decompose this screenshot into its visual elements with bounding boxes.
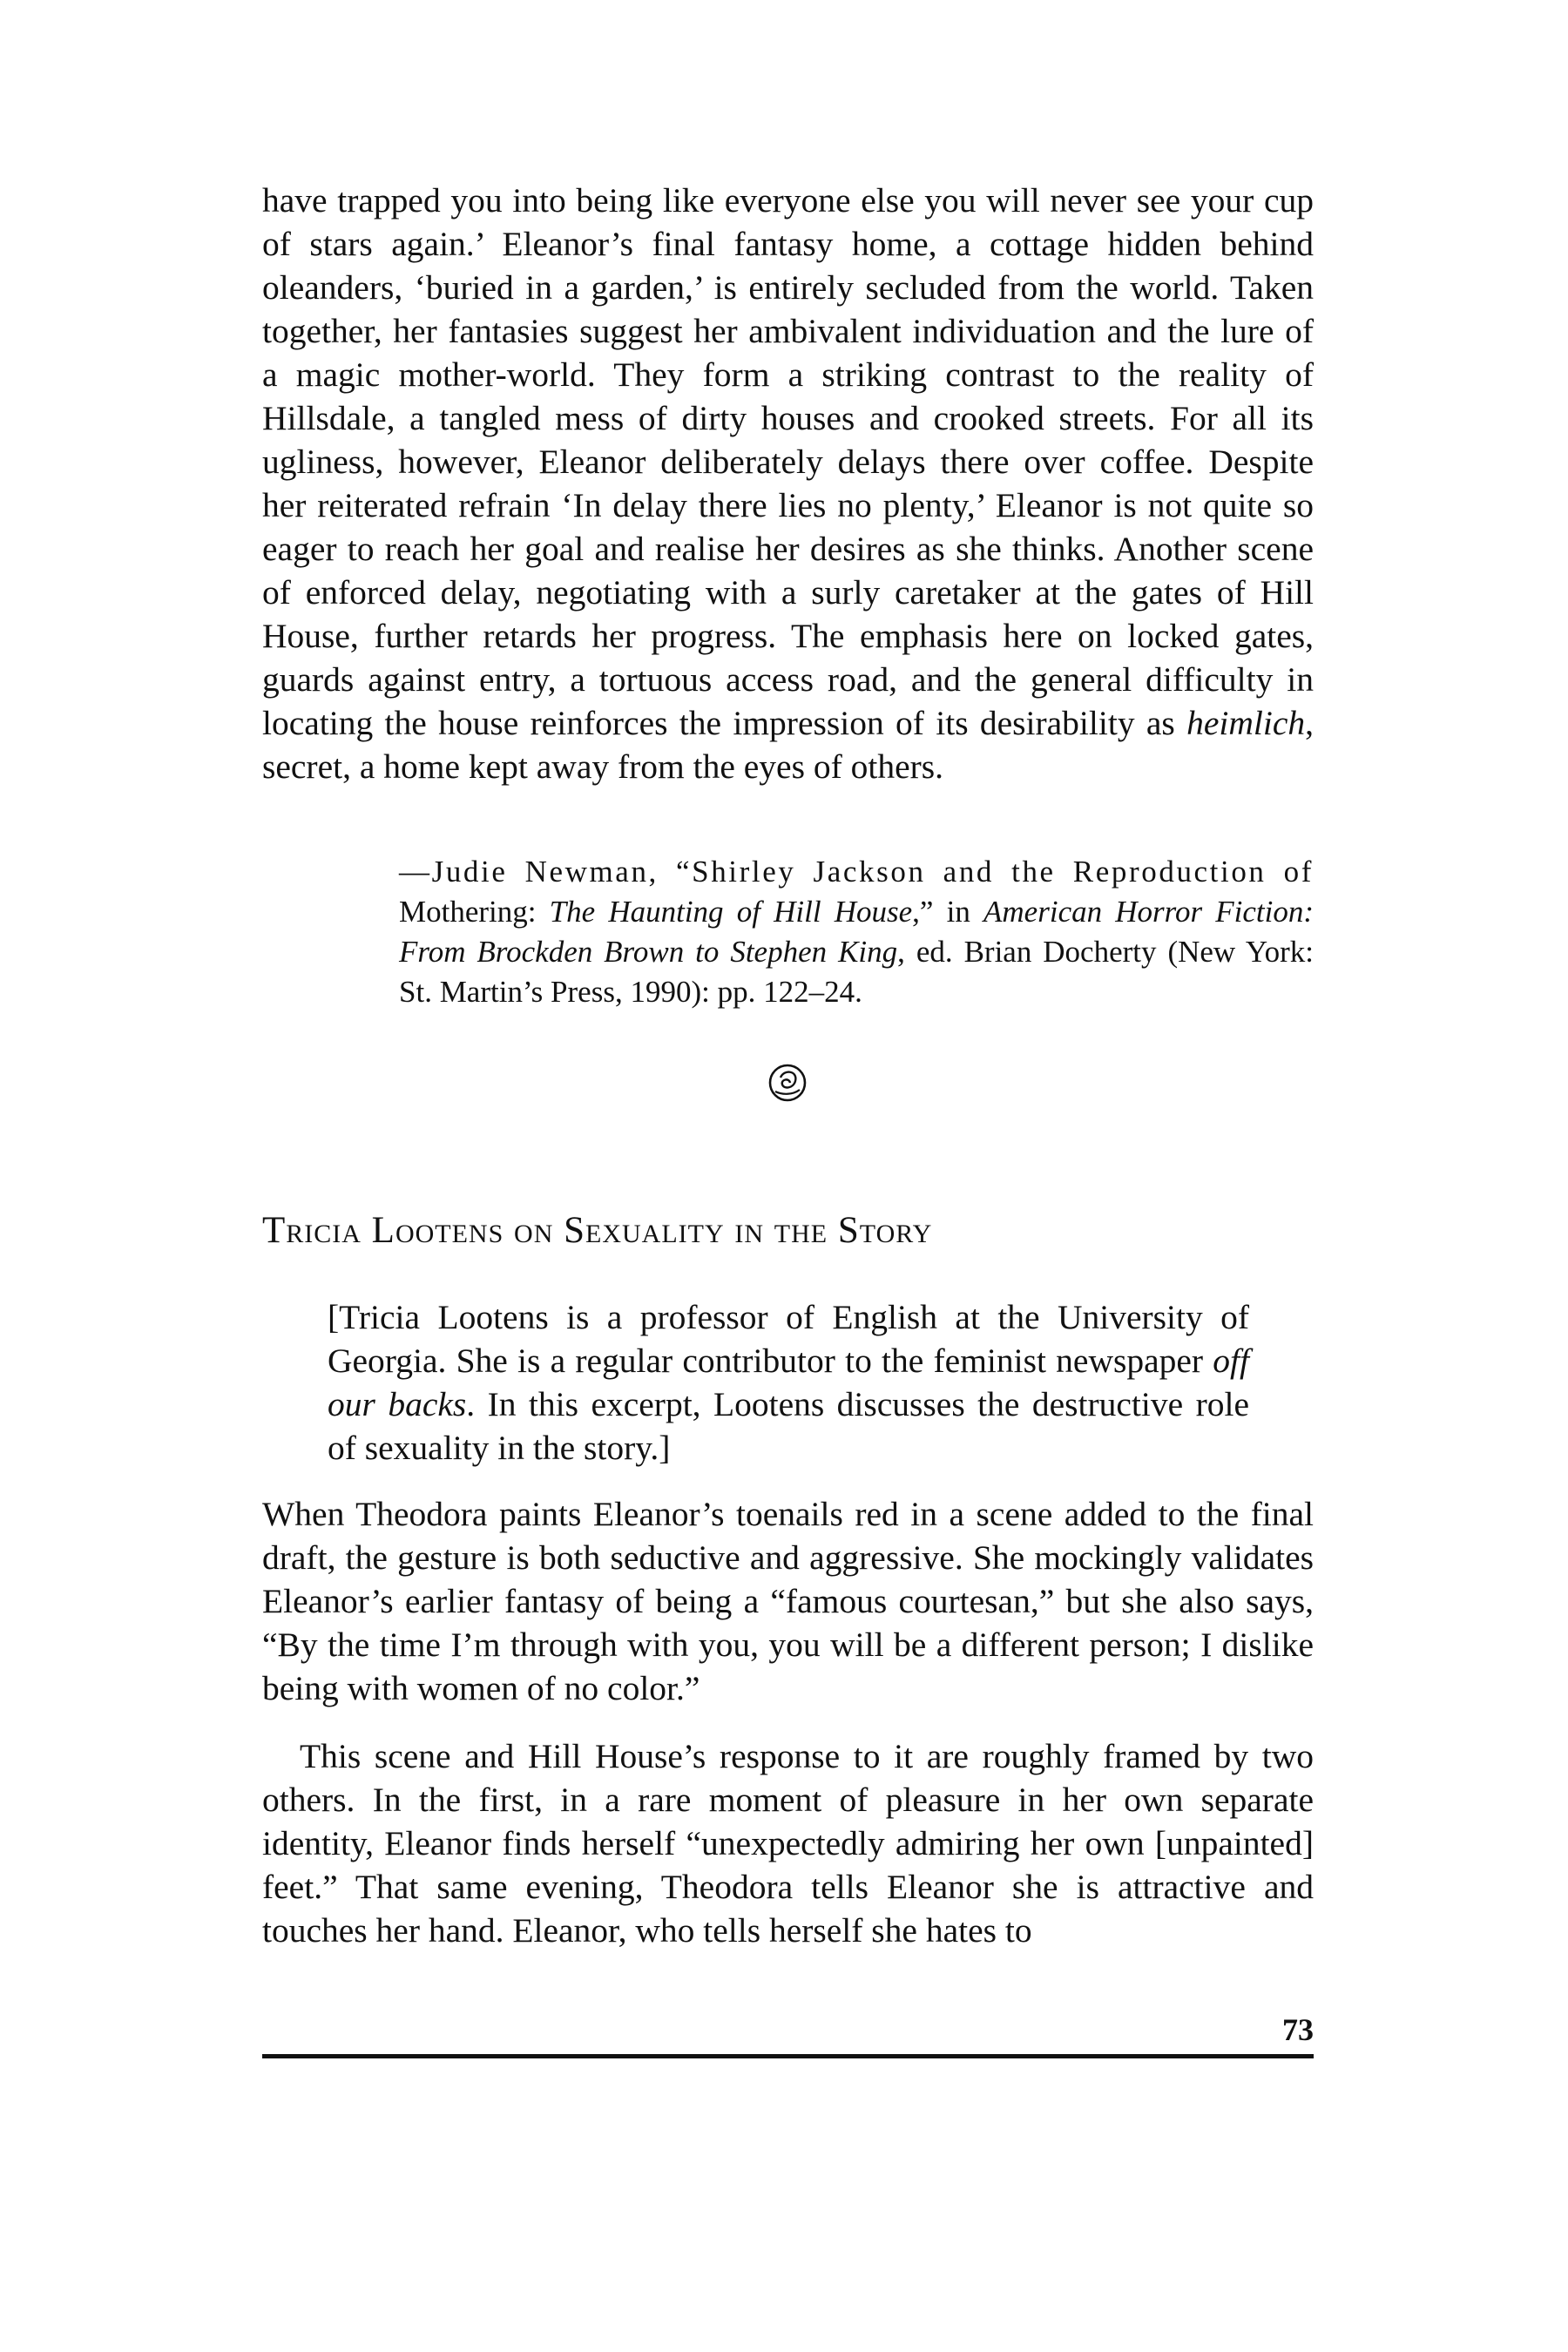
paragraph-text-end: , secret, a home kept away from the eyes of others. — [262, 704, 1314, 786]
section-heading: Tricia Lootens on Sexuality in the Story — [262, 1210, 933, 1251]
paragraph-text-start: have trapped you into being like everyone else you will never see your cup of stars again.’ Eleanor’s final fantasy home, a cottage hidden behind oleanders, ‘buried in a garden,’ is entirely secluded from the world. Taken together, her fantasies suggest her ambivalent individuation and the lure of a magic mother-world. They form a striking contrast to the reality of Hillsdale, a tangled mess of dirty houses and crooked streets. For all its ugliness, however, Eleanor deliberately delays there over coffee. Despite her reiterated refrain ‘In delay there lies no plenty,’ Eleanor is not quite so eager to reach her goal and realise her desires as she thinks. Another scene of enforced delay, negotiating with a surly caretaker at the gates of Hill House, further retards her progress. The emphasis here on locked gates, guards against entry, a tortuous access road, and the general difficulty in locating the house reinforces the impression of its desirability as — [262, 181, 1314, 742]
paragraph-text — [262, 179, 1314, 788]
page-number: 73 — [1282, 2012, 1314, 2047]
source-citation — [399, 852, 1314, 1012]
citation-connector: ,” in — [912, 895, 984, 929]
footer-rule — [262, 2054, 1314, 2058]
citation-pre-title: Mothering: — [399, 895, 550, 929]
body-paragraph-continued — [262, 179, 1314, 788]
newspaper-title: off our backs — [328, 1342, 1249, 1423]
citation-book-title: The Haunting of Hill House — [549, 895, 913, 929]
citation-publication-details: , ed. Brian Docherty (New York: St. Martin’s Press, 1990): pp. 122–24. — [399, 935, 1314, 1009]
paragraph-text: When Theodora paints Eleanor’s toenails red in a scene added to the final draft, the gesture is both seductive and aggressive. She mockingly validates Eleanor’s earlier fantasy of being a “famous courtesan,” but she also says, “By the time I’m through with you, you will be a different person; I dislike being with women of no color.” — [262, 1495, 1314, 1707]
italic-term: heimlich — [1186, 704, 1306, 742]
editor-note — [328, 1295, 1249, 1470]
fleuron-icon — [763, 1058, 812, 1107]
body-paragraph — [262, 1734, 1314, 1952]
citation-collection-title: American Horror Fiction: From Brockden Brown to Stephen King — [399, 895, 1315, 969]
citation-first-line: —Judie Newman, “Shirley Jackson and the Reproduction of — [399, 855, 1314, 889]
body-paragraph — [262, 1492, 1314, 1710]
paragraph-text: This scene and Hill House’s response to it are roughly framed by two others. In the first, in a rare moment of pleasure in her own separate identity, Eleanor finds herself “unexpectedly admiring her own [unpainted] feet.” That same evening, Theodora tells Eleanor she is attractive and touches her hand. Eleanor, who tells herself she hates to — [262, 1737, 1314, 1950]
editor-note-text-start: [Tricia Lootens is a professor of English at the University of Georgia. She is a regular contributor to the feminist newspaper — [328, 1298, 1249, 1380]
editor-note-text-end: . In this excerpt, Lootens discusses the destructive role of sexuality in the story.] — [328, 1385, 1249, 1467]
